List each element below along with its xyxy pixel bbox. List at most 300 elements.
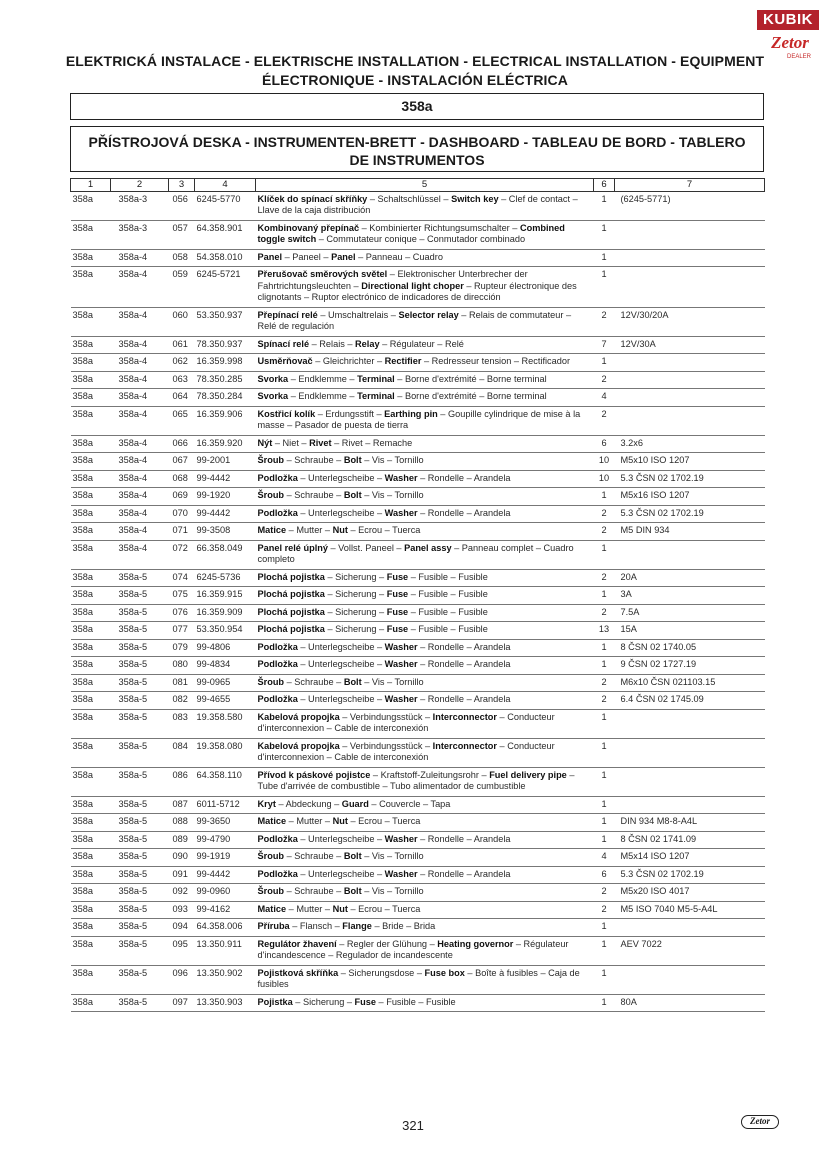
part-name-de: – Sicherung – (292, 996, 355, 1007)
cell-note (615, 389, 765, 407)
cell-group: 358a (71, 994, 111, 1012)
cell-position: 056 (169, 191, 195, 220)
group-title-box (70, 126, 764, 172)
part-name-en: Washer (384, 868, 418, 879)
table-row (71, 249, 765, 267)
part-name-fr-es: – Rondelle – Arandela (417, 472, 511, 483)
cell-figure: 358a-5 (111, 796, 169, 814)
cell-group: 358a (71, 936, 111, 965)
part-name-en: Washer (384, 507, 418, 518)
part-name-en: Fuel delivery pipe (489, 769, 567, 780)
cell-group: 358a (71, 738, 111, 767)
part-name-de: – Unterlegscheibe – (297, 833, 385, 844)
header-title-line2: ÉLECTRONIQUE - INSTALACIÓN ELÉCTRICA (262, 72, 568, 88)
table-row (71, 901, 765, 919)
part-name-en: Terminal (357, 391, 395, 401)
cell-group: 358a (71, 767, 111, 796)
part-name-cz: Přerušovač směrových světel (257, 269, 388, 279)
cell-description (256, 936, 594, 965)
part-name-fr-es: – Ecrou – Tuerca (347, 903, 421, 914)
part-name-cz: Přepínací relé (257, 309, 318, 320)
cell-quantity: 1 (594, 354, 615, 372)
cell-description (256, 767, 594, 796)
cell-group: 358a (71, 540, 111, 569)
cell-part-number: 99-1919 (195, 849, 256, 867)
table-row (71, 453, 765, 471)
part-name-fr-es: – Rondelle – Arandela (417, 868, 511, 879)
cell-group: 358a (71, 453, 111, 471)
table-row (71, 488, 765, 506)
part-name-cz: Matice (257, 525, 287, 535)
table-row (71, 657, 765, 675)
cell-position: 069 (169, 488, 195, 506)
cell-figure: 358a-4 (111, 470, 169, 488)
part-name-de: – Sicherung – (324, 624, 387, 634)
part-name-en: Washer (384, 694, 418, 704)
cell-quantity: 2 (594, 604, 615, 622)
part-name-de: – Endklemme – (288, 373, 358, 384)
cell-description (256, 831, 594, 849)
part-name-de: – Relais – (309, 338, 356, 349)
cell-description (256, 709, 594, 738)
part-name-fr-es: – Ecrou – Tuerca (347, 525, 421, 535)
cell-quantity: 1 (594, 191, 615, 220)
part-name-cz: Panel relé úplný (257, 542, 328, 553)
cell-quantity: 2 (594, 569, 615, 587)
cell-quantity: 1 (594, 767, 615, 796)
cell-description (256, 884, 594, 902)
part-name-fr-es: – Redresseur tension – Rectificador (421, 356, 571, 366)
part-name-cz: Šroub (257, 851, 285, 861)
cell-note: 5.3 ČSN 02 1702.19 (615, 470, 765, 488)
part-name-fr-es: – Régulateur d'incandescence – Regulador de incandescente (257, 938, 569, 960)
part-name-en: Washer (384, 833, 418, 844)
cell-position: 065 (169, 406, 195, 435)
cell-part-number: 78.350.937 (195, 336, 256, 354)
part-name-en: Rectifier (384, 356, 422, 366)
part-name-de: – Unterlegscheibe – (297, 507, 385, 518)
table-row (71, 505, 765, 523)
cell-quantity: 2 (594, 406, 615, 435)
cell-figure: 358a-4 (111, 488, 169, 506)
cell-part-number: 99-3508 (195, 523, 256, 541)
cell-description (256, 435, 594, 453)
table-row (71, 389, 765, 407)
cell-figure: 358a-5 (111, 849, 169, 867)
cell-quantity: 4 (594, 849, 615, 867)
part-name-cz: Plochá pojistka (257, 589, 325, 599)
part-name-cz: Plochá pojistka (257, 624, 325, 634)
part-name-cz: Kryt (257, 798, 276, 809)
cell-group: 358a (71, 336, 111, 354)
table-row (71, 767, 765, 796)
cell-figure: 358a-5 (111, 884, 169, 902)
part-name-fr-es: – Vis – Tornillo (361, 676, 424, 687)
column-header: 6 (594, 179, 615, 192)
cell-part-number: 53.350.954 (195, 622, 256, 640)
table-row (71, 470, 765, 488)
part-name-en: Washer (384, 472, 418, 483)
cell-note: M5 ISO 7040 M5-5-A4L (615, 901, 765, 919)
cell-note: M5x14 ISO 1207 (615, 849, 765, 867)
cell-description (256, 674, 594, 692)
cell-figure: 358a-5 (111, 901, 169, 919)
part-name-de: – Schaltschlüssel – (367, 193, 452, 204)
part-name-en: Switch key (451, 193, 499, 204)
cell-part-number: 64.358.006 (195, 919, 256, 937)
cell-group: 358a (71, 267, 111, 308)
cell-group: 358a (71, 249, 111, 267)
cell-figure: 358a-4 (111, 249, 169, 267)
cell-group: 358a (71, 674, 111, 692)
cell-note: 15A (615, 622, 765, 640)
cell-description (256, 406, 594, 435)
part-name-fr-es: – Goupille cylindrique de mise à la masse – Pasador de puesta de tierra (257, 408, 581, 430)
part-name-cz: Podložka (257, 641, 298, 652)
cell-part-number: 99-0960 (195, 884, 256, 902)
part-name-fr-es: – Fusible – Fusible (408, 624, 488, 634)
cell-quantity: 1 (594, 994, 615, 1012)
part-name-de: – Unterlegscheibe – (297, 659, 385, 669)
cell-position: 057 (169, 220, 195, 249)
part-name-cz: Nýt (257, 437, 273, 448)
header-title-line1: ELEKTRICKÁ INSTALACE - ELEKTRISCHE INSTALLATION - ELECTRICAL INSTALLATION - EQUIPMENT (65, 53, 765, 69)
part-name-en: Bolt (343, 455, 362, 465)
table-row (71, 622, 765, 640)
part-name-de: – Sicherung – (324, 571, 387, 582)
cell-quantity: 1 (594, 796, 615, 814)
cell-note: 5.3 ČSN 02 1702.19 (615, 505, 765, 523)
cell-figure: 358a-5 (111, 919, 169, 937)
cell-figure: 358a-5 (111, 767, 169, 796)
cell-figure: 358a-4 (111, 354, 169, 372)
table-row (71, 692, 765, 710)
cell-position: 066 (169, 435, 195, 453)
group-title: PŘÍSTROJOVÁ DESKA - INSTRUMENTEN-BRETT - DASHBOARD - TABLEAU DE BORD - TABLERO DE INSTRUMENTOS (88, 134, 746, 168)
cell-quantity: 4 (594, 389, 615, 407)
part-name-fr-es: – Vis – Tornillo (361, 851, 424, 861)
cell-description (256, 965, 594, 994)
cell-quantity: 1 (594, 709, 615, 738)
cell-quantity: 1 (594, 267, 615, 308)
part-name-cz: Šroub (257, 886, 285, 896)
cell-note: 12V/30A (615, 336, 765, 354)
cell-quantity: 1 (594, 831, 615, 849)
cell-group: 358a (71, 604, 111, 622)
part-name-de: – Gleichrichter – (312, 356, 385, 366)
cell-figure: 358a-5 (111, 639, 169, 657)
cell-position: 089 (169, 831, 195, 849)
cell-quantity: 1 (594, 540, 615, 569)
cell-position: 081 (169, 674, 195, 692)
cell-group: 358a (71, 505, 111, 523)
cell-figure: 358a-5 (111, 831, 169, 849)
cell-description (256, 604, 594, 622)
table-row (71, 936, 765, 965)
part-name-cz: Svorka (257, 373, 289, 384)
cell-figure: 358a-5 (111, 994, 169, 1012)
cell-figure: 358a-4 (111, 307, 169, 336)
part-name-de: – Vollst. Paneel – (327, 542, 405, 553)
cell-part-number: 16.359.909 (195, 604, 256, 622)
part-name-fr-es: – Fusible – Fusible (408, 589, 488, 599)
table-row (71, 884, 765, 902)
cell-note: 3.2x6 (615, 435, 765, 453)
cell-description (256, 738, 594, 767)
cell-part-number: 99-4442 (195, 470, 256, 488)
table-row (71, 866, 765, 884)
cell-quantity: 2 (594, 674, 615, 692)
part-name-de: – Sicherungsdose – (338, 967, 425, 978)
cell-note (615, 738, 765, 767)
cell-note: 80A (615, 994, 765, 1012)
part-name-en: Fuse (386, 624, 409, 634)
part-name-fr-es: – Rivet – Remache (331, 437, 413, 448)
cell-position: 096 (169, 965, 195, 994)
cell-part-number: 19.358.080 (195, 738, 256, 767)
cell-part-number: 99-1920 (195, 488, 256, 506)
table-row (71, 919, 765, 937)
cell-position: 093 (169, 901, 195, 919)
cell-description (256, 814, 594, 832)
cell-part-number: 64.358.110 (195, 767, 256, 796)
cell-description (256, 587, 594, 605)
cell-part-number: 6245-5770 (195, 191, 256, 220)
cell-position: 060 (169, 307, 195, 336)
logo-tagline: DEALER (787, 54, 812, 60)
part-name-fr-es: – Tube d'arrivée de combustible – Tubo alimentador de cumbustible (257, 769, 575, 791)
cell-position: 075 (169, 587, 195, 605)
part-name-fr-es: – Bride – Brida (371, 921, 436, 931)
cell-note: AEV 7022 (615, 936, 765, 965)
cell-note: 7.5A (615, 604, 765, 622)
cell-figure: 358a-4 (111, 371, 169, 389)
cell-position: 068 (169, 470, 195, 488)
cell-note: M6x10 ČSN 021103.15 (615, 674, 765, 692)
cell-position: 090 (169, 849, 195, 867)
cell-group: 358a (71, 470, 111, 488)
cell-quantity: 13 (594, 622, 615, 640)
cell-figure: 358a-3 (111, 191, 169, 220)
cell-description (256, 336, 594, 354)
part-name-cz: Usměrňovač (257, 356, 313, 366)
cell-figure: 358a-4 (111, 406, 169, 435)
part-name-cz: Plochá pojistka (257, 606, 325, 617)
table-row (71, 587, 765, 605)
cell-description (256, 307, 594, 336)
cell-part-number: 16.359.998 (195, 354, 256, 372)
part-name-cz: Šroub (257, 455, 285, 465)
cell-quantity: 2 (594, 371, 615, 389)
part-name-en: Fuse (386, 589, 409, 599)
part-name-fr-es: – Borne d'extrémité – Borne terminal (394, 373, 547, 384)
part-name-en: Fuse (386, 571, 409, 582)
cell-group: 358a (71, 406, 111, 435)
part-name-en: Washer (384, 659, 418, 669)
cell-description (256, 453, 594, 471)
table-row (71, 220, 765, 249)
cell-note: 8 ČSN 02 1740.05 (615, 639, 765, 657)
part-name-cz: Svorka (257, 391, 289, 401)
cell-description (256, 569, 594, 587)
part-name-cz: Podložka (257, 472, 298, 483)
cell-description (256, 622, 594, 640)
cell-description (256, 488, 594, 506)
part-name-de: – Mutter – (286, 816, 333, 826)
column-header: 5 (256, 179, 594, 192)
cell-quantity: 1 (594, 919, 615, 937)
cell-position: 088 (169, 814, 195, 832)
part-name-en: Nut (332, 816, 348, 826)
cell-description (256, 849, 594, 867)
cell-figure: 358a-4 (111, 267, 169, 308)
cell-part-number: 6245-5721 (195, 267, 256, 308)
part-name-fr-es: – Fusible – Fusible (408, 606, 488, 617)
part-name-fr-es: – Panneau – Cuadro (355, 251, 443, 262)
table-row (71, 354, 765, 372)
cell-figure: 358a-4 (111, 523, 169, 541)
table-row (71, 191, 765, 220)
cell-figure: 358a-3 (111, 220, 169, 249)
part-name-de: – Regler der Glühung – (336, 938, 438, 949)
part-name-en: Terminal (357, 373, 395, 384)
cell-part-number: 16.359.920 (195, 435, 256, 453)
cell-group: 358a (71, 639, 111, 657)
part-name-cz: Klíček do spínací skříňky (257, 193, 368, 204)
column-header: 3 (169, 179, 195, 192)
cell-figure: 358a-4 (111, 453, 169, 471)
cell-description (256, 267, 594, 308)
cell-note: 5.3 ČSN 02 1702.19 (615, 866, 765, 884)
table-row (71, 796, 765, 814)
cell-description (256, 692, 594, 710)
cell-note: M5 DIN 934 (615, 523, 765, 541)
part-name-cz: Kostřicí kolík (257, 408, 316, 419)
cell-part-number: 13.350.902 (195, 965, 256, 994)
cell-position: 074 (169, 569, 195, 587)
section-code: 358a (401, 98, 433, 114)
part-name-en: Bolt (343, 886, 362, 896)
cell-group: 358a (71, 587, 111, 605)
table-row (71, 639, 765, 657)
part-name-en: Fuse (386, 606, 409, 617)
cell-quantity: 2 (594, 901, 615, 919)
part-name-cz: Šroub (257, 490, 285, 500)
cell-description (256, 919, 594, 937)
cell-position: 061 (169, 336, 195, 354)
cell-group: 358a (71, 709, 111, 738)
cell-part-number: 16.359.915 (195, 587, 256, 605)
part-name-fr-es: – Rondelle – Arandela (417, 507, 511, 518)
cell-part-number: 99-2001 (195, 453, 256, 471)
cell-quantity: 1 (594, 738, 615, 767)
cell-figure: 358a-5 (111, 936, 169, 965)
column-header: 4 (195, 179, 256, 192)
kubik-zetor-logo (757, 8, 819, 64)
part-name-cz: Kabelová propojka (257, 711, 340, 722)
cell-position: 071 (169, 523, 195, 541)
part-name-fr-es: – Couvercle – Tapa (368, 798, 451, 809)
cell-group: 358a (71, 831, 111, 849)
part-name-en: Interconnector (432, 711, 497, 722)
cell-description (256, 505, 594, 523)
cell-note (615, 919, 765, 937)
cell-group: 358a (71, 965, 111, 994)
cell-quantity: 2 (594, 307, 615, 336)
section-code-box (70, 93, 764, 120)
part-name-en: Bolt (343, 490, 362, 500)
part-name-fr-es: – Borne d'extrémité – Borne terminal (394, 391, 547, 401)
part-name-fr-es: – Panneau complet – Cuadro completo (257, 542, 574, 564)
part-name-cz: Podložka (257, 694, 298, 704)
cell-group: 358a (71, 354, 111, 372)
cell-position: 077 (169, 622, 195, 640)
part-name-en: Interconnector (432, 740, 497, 751)
part-name-cz: Šroub (257, 676, 285, 687)
cell-figure: 358a-5 (111, 622, 169, 640)
cell-group: 358a (71, 307, 111, 336)
part-name-de: – Verbindungsstück – (339, 740, 433, 751)
part-name-de: – Schraube – (284, 676, 344, 687)
part-name-cz: Kabelová propojka (257, 740, 340, 751)
part-name-en: Fuse (354, 996, 376, 1007)
part-name-fr-es: – Régulateur – Relé (379, 338, 464, 349)
cell-group: 358a (71, 901, 111, 919)
cell-note: DIN 934 M8-8-A4L (615, 814, 765, 832)
cell-position: 062 (169, 354, 195, 372)
part-name-de: – Kombinierter Richtungsumschalter – (359, 222, 520, 233)
cell-note: M5x20 ISO 4017 (615, 884, 765, 902)
part-name-en: Relay (355, 338, 380, 349)
part-name-cz: Pojistka (257, 996, 293, 1007)
cell-part-number: 99-3650 (195, 814, 256, 832)
cell-quantity: 1 (594, 249, 615, 267)
cell-part-number: 13.350.903 (195, 994, 256, 1012)
part-name-cz: Regulátor žhavení (257, 938, 337, 949)
part-name-cz: Pojistková skříňka (257, 967, 339, 978)
cell-quantity: 1 (594, 814, 615, 832)
part-name-fr-es: – Boîte à fusibles – Caja de fusibles (257, 967, 580, 989)
part-name-de: – Mutter – (286, 903, 333, 914)
cell-figure: 358a-5 (111, 657, 169, 675)
cell-position: 079 (169, 639, 195, 657)
cell-description (256, 901, 594, 919)
cell-position: 091 (169, 866, 195, 884)
table-row (71, 307, 765, 336)
cell-quantity: 1 (594, 220, 615, 249)
cell-note (615, 796, 765, 814)
part-name-de: – Schraube – (284, 886, 344, 896)
cell-group: 358a (71, 435, 111, 453)
part-name-fr-es: – Conducteur d'interconnexion – Cable de interconexión (257, 711, 555, 733)
part-name-en: Nut (332, 903, 348, 914)
cell-part-number: 19.358.580 (195, 709, 256, 738)
part-name-en: Combined toggle switch (257, 222, 565, 244)
cell-position: 094 (169, 919, 195, 937)
table-row (71, 267, 765, 308)
cell-group: 358a (71, 371, 111, 389)
part-name-cz: Panel (257, 251, 283, 262)
part-name-fr-es: – Rupteur électronique des clignotants – Ruptor electrónico de indicadores de dirección (257, 280, 577, 302)
cell-quantity: 1 (594, 936, 615, 965)
cell-note: 8 ČSN 02 1741.09 (615, 831, 765, 849)
cell-group: 358a (71, 389, 111, 407)
cell-group: 358a (71, 523, 111, 541)
cell-figure: 358a-5 (111, 569, 169, 587)
cell-part-number: 99-4442 (195, 505, 256, 523)
part-name-de: – Unterlegscheibe – (297, 868, 385, 879)
cell-figure: 358a-5 (111, 692, 169, 710)
